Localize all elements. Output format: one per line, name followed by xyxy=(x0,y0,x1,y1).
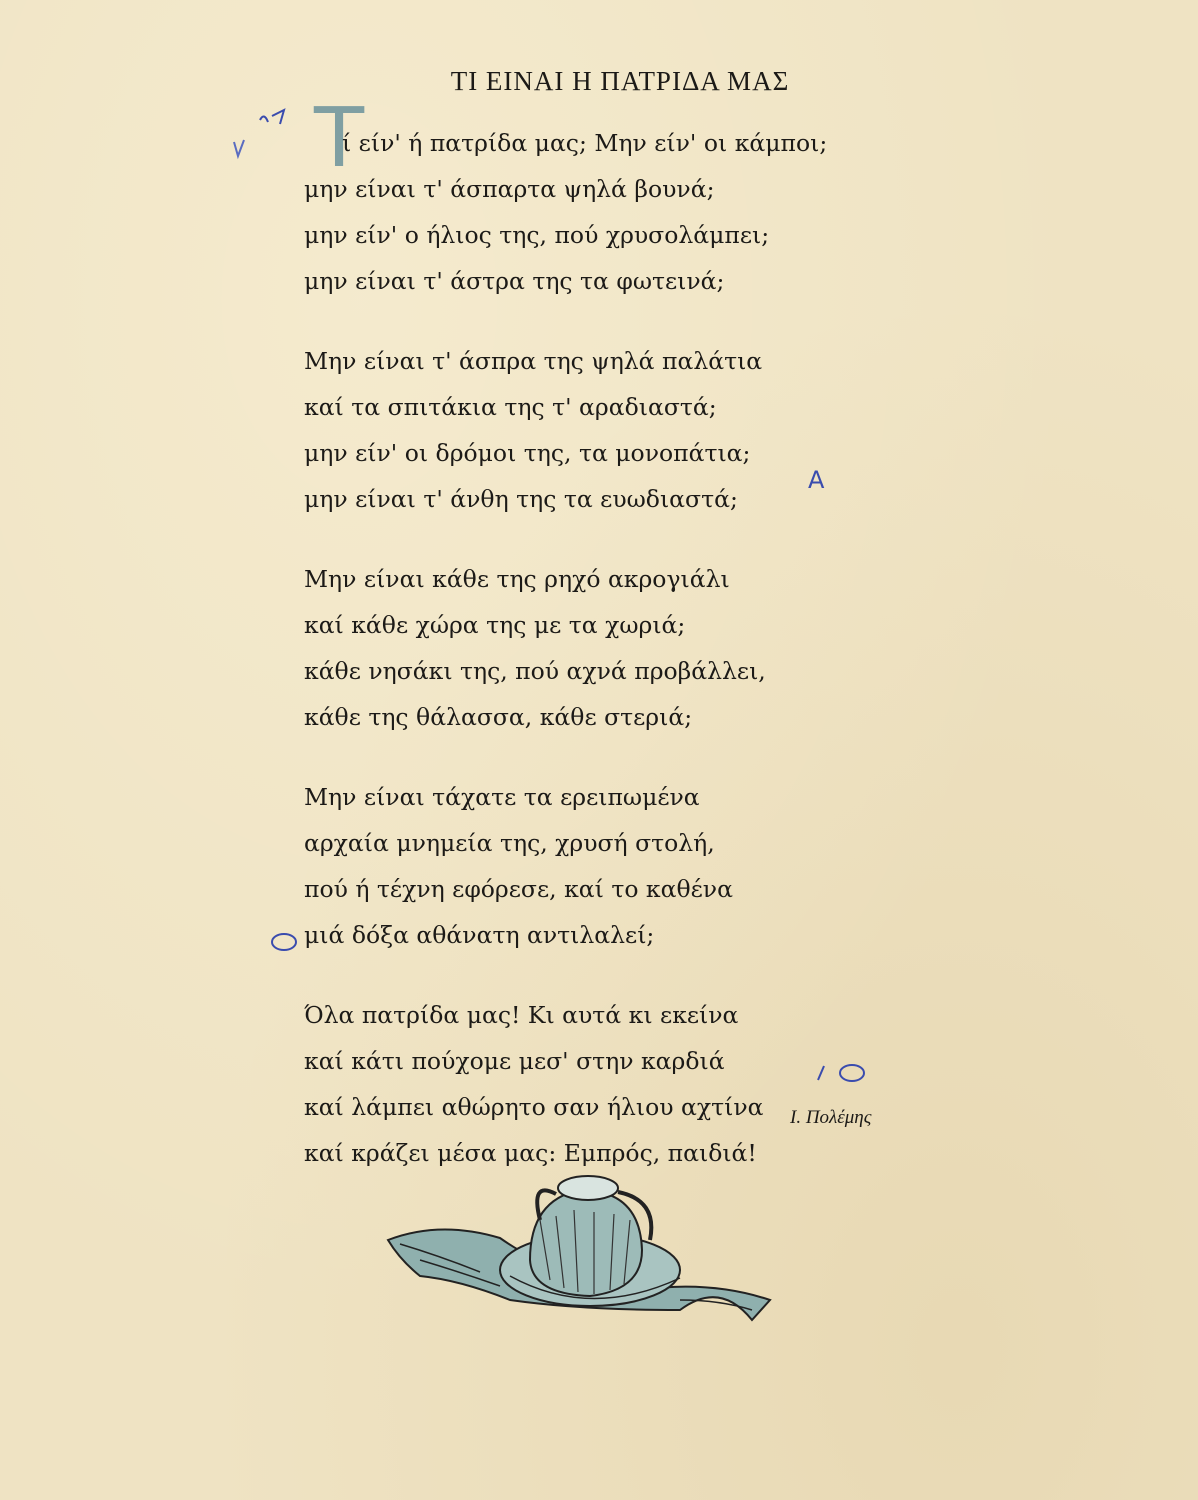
poem-line: κάθε της θάλασσα, κάθε στεριά; xyxy=(304,703,693,731)
poem-line: καί κάτι πούχομε μεσ' στην καρδιά xyxy=(304,1047,725,1075)
stanza xyxy=(304,556,944,740)
poem-line: Μην είναι τάχατε τα ερειπωμένα xyxy=(304,783,700,811)
circle-mark-icon xyxy=(268,928,308,956)
poem-line: Όλα πατρίδα μας! Κι αυτά κι εκείνα xyxy=(304,1001,739,1029)
pitcher-illustration-icon xyxy=(380,1160,780,1350)
poem-line: Μην είναι τ' άσπρα της ψηλά παλάτια xyxy=(304,347,763,375)
poem-line: μην είναι τ' άστρα της τα φωτεινά; xyxy=(304,267,725,295)
poem-line: μην είναι τ' άνθη της τα ευωδιαστά; xyxy=(304,485,738,513)
poem-line: ί είν' ή πατρίδα μας; Μην είν' οι κάμποι; xyxy=(342,129,828,157)
page-title: ΤΙ ΕΙΝΑΙ Η ΠΑΤΡΙΔΑ ΜΑΣ xyxy=(450,66,790,96)
poem-line: καί τα σπιτάκια της τ' αραδιαστά; xyxy=(304,393,717,421)
poem-line: πού ή τέχνη εφόρεσε, καί το καθένα xyxy=(304,875,733,903)
poem-line: μιά δόξα αθάνατη αντιλαλεί; xyxy=(304,921,655,949)
stanza xyxy=(304,774,944,958)
drop-cap: Τ xyxy=(314,91,365,186)
poem-line: καί λάμπει αθώρητο σαν ήλιου αχτίνα xyxy=(304,1093,764,1121)
stanza xyxy=(304,338,944,522)
poem xyxy=(304,120,944,1176)
poem-line: μην είν' οι δρόμοι της, τα μονοπάτια; xyxy=(304,439,751,467)
poem-line: αρχαία μνημεία της, χρυσή στολή, xyxy=(304,829,715,857)
poem-line: μην είναι τ' άσπαρτα ψηλά βουνά; xyxy=(304,175,715,203)
pen-mark-icon xyxy=(224,104,294,164)
stanza xyxy=(304,120,944,304)
poem-line: καί κάθε χώρα της με τα χωριά; xyxy=(304,611,686,639)
poem-line: Μην είναι κάθε της ρηχό ακρογιάλι xyxy=(304,565,730,593)
margin-letter-annotation: A xyxy=(808,466,825,494)
poem-line: κάθε νησάκι της, πού αχνά προβάλλει, xyxy=(304,657,766,685)
author-signature: Ι. Πολέμης xyxy=(790,1107,872,1128)
poem-line: μην είν' ο ήλιος της, πού χρυσολάμπει; xyxy=(304,221,770,249)
circle-mark-icon xyxy=(812,1058,872,1088)
poem-line: καί κράζει μέσα μας: Εμπρός, παιδιά! xyxy=(304,1139,757,1167)
